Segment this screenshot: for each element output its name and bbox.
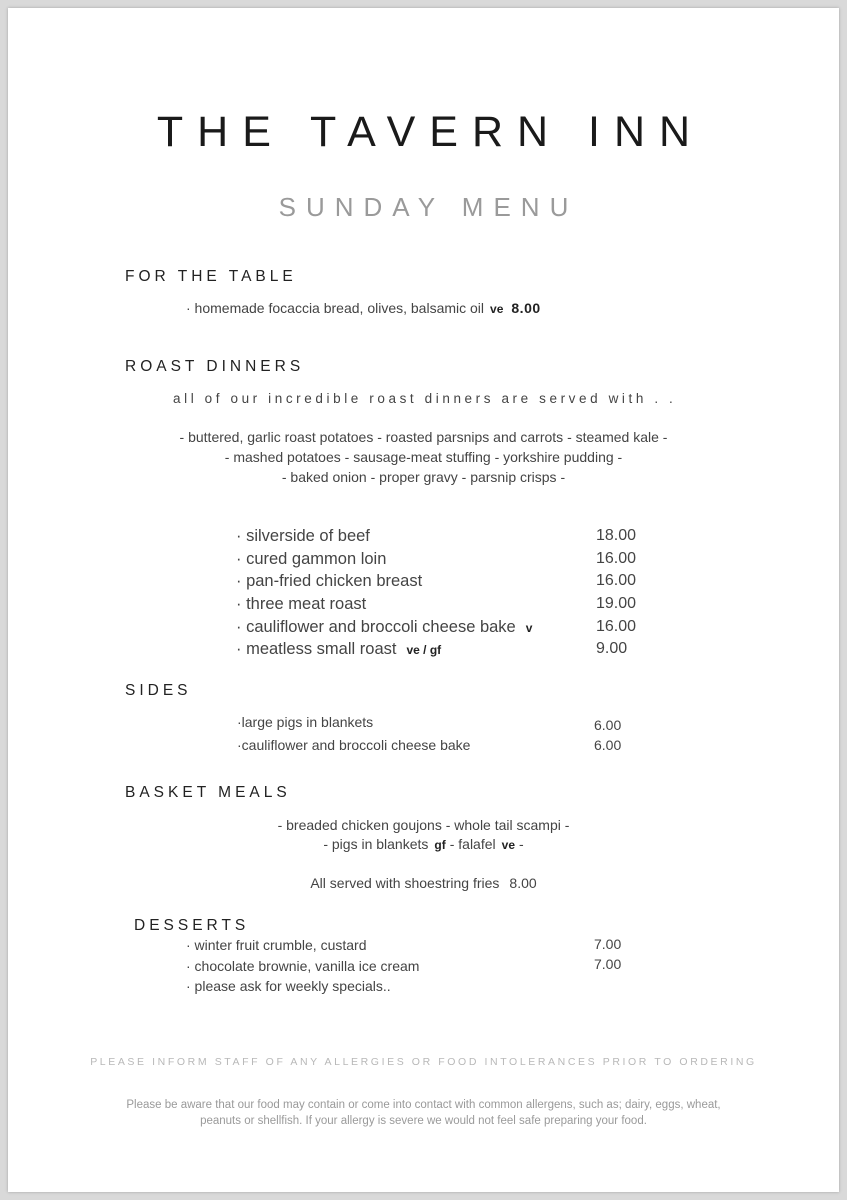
roast-item: · silverside of beef: [236, 527, 370, 545]
roast-item: · pan-fried chicken breast: [236, 572, 423, 590]
dessert-item: · please ask for weekly specials..: [186, 978, 391, 994]
dessert-item-price: 7.00: [594, 956, 622, 972]
basket-meals-price: 8.00: [509, 875, 537, 891]
section-heading-sides: SIDES: [125, 682, 192, 699]
roast-item: · cured gammon loin: [236, 550, 387, 568]
allergen-disclaimer-line-2: peanuts or shellfish. If your allergy is severe we would not feel safe preparing your food.: [200, 1115, 647, 1127]
roast-item: · meatless small roast ve / gf: [236, 640, 442, 658]
basket-meals-served: All served with shoestring fries 8.00: [310, 875, 537, 891]
allergen-disclaimer-line-1: Please be aware that our food may contain or come into contact with common allergens, such as; dairy, eggs, wheat,: [126, 1099, 721, 1111]
side-item: ·large pigs in blankets: [237, 714, 374, 730]
side-item-price: 6.00: [594, 737, 622, 753]
dessert-item: · chocolate brownie, vanilla ice cream: [186, 958, 420, 974]
section-heading-for-the-table: FOR THE TABLE: [125, 268, 297, 285]
restaurant-title: THE TAVERN INN: [156, 108, 705, 156]
dietary-tag: ve: [501, 838, 515, 852]
roast-item-price: 16.00: [596, 618, 637, 635]
roast-intro: all of our incredible roast dinners are served with . .: [173, 391, 677, 406]
section-heading-roast-dinners: ROAST DINNERS: [125, 358, 305, 375]
menu-subtitle: SUNDAY MENU: [278, 192, 579, 222]
for-the-table-item: [186, 300, 541, 316]
dietary-tag: ve: [490, 302, 504, 316]
dessert-item: · winter fruit crumble, custard: [186, 937, 367, 953]
roast-item-price: 9.00: [596, 640, 628, 657]
dessert-item-price: 7.00: [594, 936, 622, 952]
roast-item: · three meat roast: [236, 595, 367, 613]
basket-meals-line-2: - pigs in blankets gf - falafel ve -: [323, 836, 524, 852]
roast-item-price: 16.00: [596, 550, 637, 567]
roast-item-price: 18.00: [596, 527, 637, 544]
basket-meals-line-1: - breaded chicken goujons - whole tail scampi -: [277, 817, 570, 833]
section-heading-desserts: DESSERTS: [134, 917, 250, 934]
accompaniments-line-2: - mashed potatoes - sausage-meat stuffing - yorkshire pudding -: [224, 449, 623, 465]
accompaniments-line-3: - baked onion - proper gravy - parsnip crisps -: [281, 469, 566, 485]
roast-item: · cauliflower and broccoli cheese bake v: [236, 618, 533, 636]
accompaniments-line-1: - buttered, garlic roast potatoes - roasted parsnips and carrots - steamed kale -: [179, 429, 668, 445]
roast-item-price: 16.00: [596, 572, 637, 589]
item-price: 8.00: [511, 300, 541, 316]
dietary-tag: gf: [434, 838, 446, 852]
allergy-notice: PLEASE INFORM STAFF OF ANY ALLERGIES OR FOOD INTOLERANCES PRIOR TO ORDERING: [90, 1056, 757, 1068]
item-name: · homemade focaccia bread, olives, balsamic oil: [186, 300, 485, 316]
side-item-price: 6.00: [594, 717, 622, 733]
section-heading-basket-meals: BASKET MEALS: [125, 784, 291, 801]
side-item: ·cauliflower and broccoli cheese bake: [237, 737, 471, 753]
dietary-tag: ve / gf: [406, 643, 442, 657]
menu-page: [8, 8, 839, 1192]
dietary-tag: v: [525, 621, 533, 635]
roast-item-price: 19.00: [596, 595, 637, 612]
